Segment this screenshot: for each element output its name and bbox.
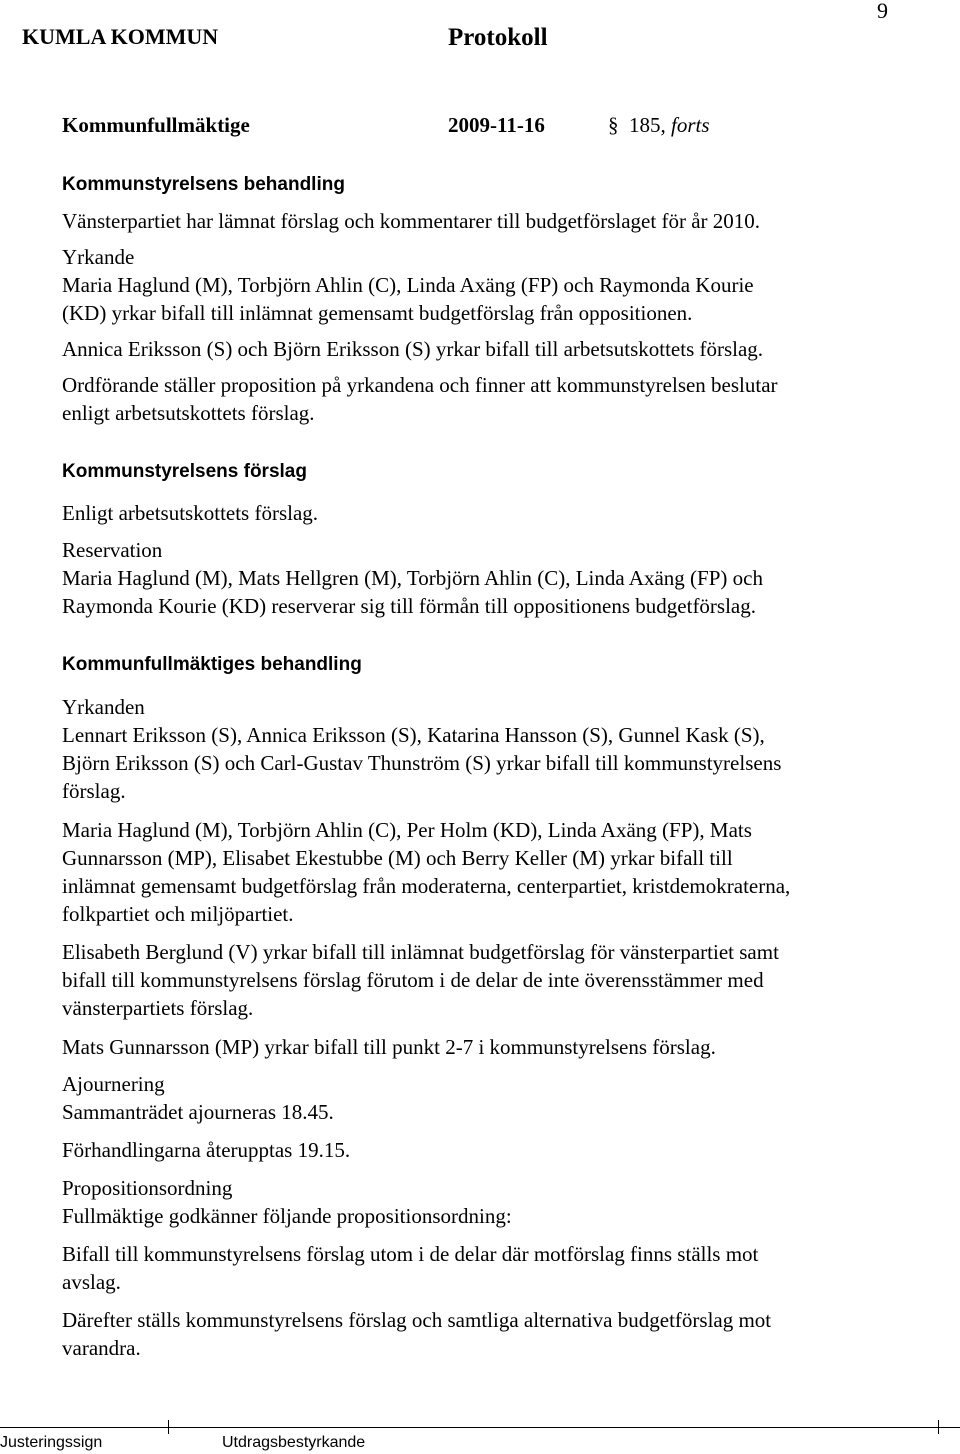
section-reference (608, 113, 710, 138)
ks-behandling-intro (62, 207, 942, 235)
p2-line: Gunnarsson (MP), Elisabet Ekestubbe (M) och Berry Keller (M) yrkar bifall till (62, 846, 733, 870)
document-type: Protokoll (448, 24, 548, 51)
p5-line: Bifall till kommunstyrelsens förslag utom i de delar där motförslag finns ställs mot (62, 1242, 759, 1266)
footer-divider (0, 1427, 960, 1428)
reservation-line: Raymonda Kourie (KD) reserverar sig till förmån till oppositionens budgetförslag. (62, 594, 757, 618)
p3-line: vänsterpartiets förslag. (62, 996, 254, 1020)
meeting-body: Kommunfullmäktige (62, 113, 250, 137)
footer-divider-tick (938, 1420, 939, 1434)
p3-line: Elisabeth Berglund (V) yrkar bifall till inlämnat budgetförslag för vänsterpartiet samt (62, 940, 779, 964)
kf-paragraph-5 (62, 1240, 942, 1296)
kf-paragraph-2 (62, 816, 942, 928)
section-suffix: forts (671, 113, 710, 137)
annica-paragraph (62, 335, 942, 363)
p2-line: inlämnat gemensamt budgetförslag från moderaterna, centerpartiet, kristdemokraterna, (62, 874, 791, 898)
heading-ks-forslag: Kommunstyrelsens förslag (62, 461, 307, 482)
yrkande-line: Maria Haglund (M), Torbjörn Ahlin (C), Linda Axäng (FP) och Raymonda Kourie (62, 273, 754, 297)
ordforande-line: Ordförande ställer proposition på yrkandena och finner att kommunstyrelsen beslutar (62, 373, 778, 397)
p1-line: förslag. (62, 779, 126, 803)
reservation-block (62, 536, 942, 620)
annica-line: Annica Eriksson (S) och Björn Eriksson (S) yrkar bifall till arbetsutskottets förslag. (62, 337, 764, 361)
ks-yrkande-block (62, 243, 942, 327)
ajournering-label: Ajournering (62, 1072, 165, 1096)
meeting-date: 2009-11-16 (448, 113, 545, 137)
heading-ks-behandling: Kommunstyrelsens behandling (62, 174, 345, 195)
intro-line: Vänsterpartiet har lämnat förslag och kommentarer till budgetförslaget för år 2010. (62, 209, 761, 233)
ordforande-paragraph (62, 371, 942, 427)
kf-paragraph-6 (62, 1306, 942, 1362)
kf-yrkanden-block (62, 693, 942, 805)
p5-line: avslag. (62, 1270, 121, 1294)
forslag-text: Enligt arbetsutskottets förslag. (62, 501, 319, 525)
p1-line: Björn Eriksson (S) och Carl-Gustav Thunström (S) yrkar bifall till kommunstyrelsens (62, 751, 782, 775)
section-number: 185, (629, 113, 666, 137)
page-number: 9 (877, 0, 888, 23)
p6-line: varandra. (62, 1336, 141, 1360)
ordforande-line: enligt arbetsutskottets förslag. (62, 401, 315, 425)
p2-line: folkpartiet och miljöpartiet. (62, 902, 294, 926)
yrkande-line: (KD) yrkar bifall till inlämnat gemensamt budgetförslag från oppositionen. (62, 301, 693, 325)
propositionsordning-label: Propositionsordning (62, 1176, 233, 1200)
section-symbol: § (608, 113, 619, 137)
footer-divider-tick (168, 1420, 169, 1434)
yrkande-label: Yrkande (62, 245, 135, 269)
ajournering-block (62, 1070, 942, 1126)
reservation-line: Maria Haglund (M), Mats Hellgren (M), Torbjörn Ahlin (C), Linda Axäng (FP) och (62, 566, 763, 590)
justering-signature-label: Justeringssign (0, 1434, 103, 1451)
propositionsordning-text: Fullmäktige godkänner följande propositionsordning: (62, 1204, 512, 1228)
reservation-label: Reservation (62, 538, 163, 562)
p6-line: Därefter ställs kommunstyrelsens förslag och samtliga alternativa budgetförslag mot (62, 1308, 772, 1332)
p1-line: Lennart Eriksson (S), Annica Eriksson (S), Katarina Hansson (S), Gunnel Kask (S), (62, 723, 765, 747)
heading-kf-behandling: Kommunfullmäktiges behandling (62, 654, 362, 675)
kf-paragraph-4 (62, 1033, 942, 1061)
ks-forslag-block (62, 499, 942, 527)
kf-paragraph-3 (62, 938, 942, 1022)
utdrag-label: Utdragsbestyrkande (222, 1434, 366, 1451)
p2-line: Maria Haglund (M), Torbjörn Ahlin (C), Per Holm (KD), Linda Axäng (FP), Mats (62, 818, 752, 842)
propositionsordning-block (62, 1174, 942, 1230)
aterupptas-paragraph (62, 1136, 942, 1164)
municipality-name: KUMLA KOMMUN (22, 24, 219, 49)
ajournering-text: Sammanträdet ajourneras 18.45. (62, 1100, 334, 1124)
aterupptas-line: Förhandlingarna återupptas 19.15. (62, 1138, 351, 1162)
p3-line: bifall till kommunstyrelsens förslag förutom i de delar de inte överensstämmer med (62, 968, 764, 992)
yrkanden-label: Yrkanden (62, 695, 145, 719)
p4-line: Mats Gunnarsson (MP) yrkar bifall till punkt 2-7 i kommunstyrelsens förslag. (62, 1035, 716, 1059)
